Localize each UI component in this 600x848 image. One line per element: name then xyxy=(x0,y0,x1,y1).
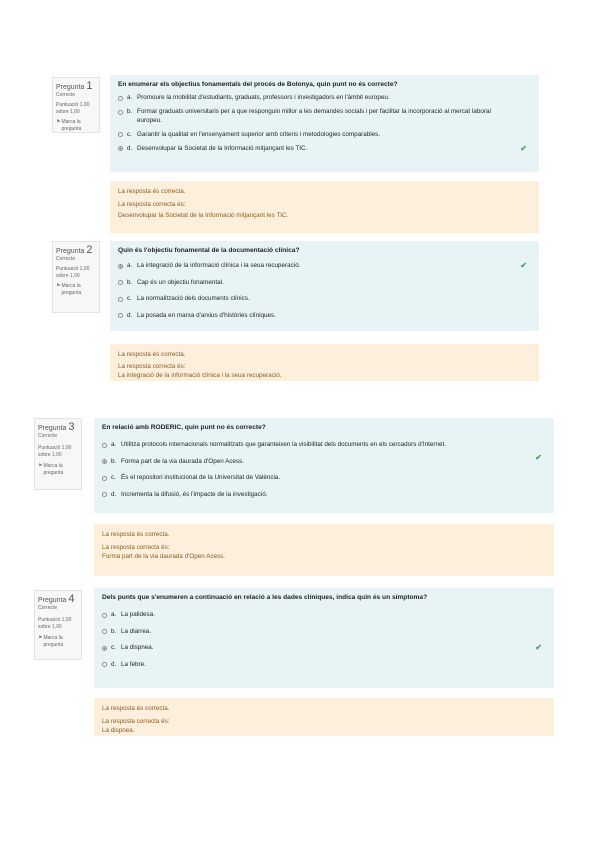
radio-button[interactable] xyxy=(102,492,107,497)
question-info xyxy=(52,241,100,313)
question-state: Correcte xyxy=(56,256,76,262)
question-state: Correcte xyxy=(56,92,76,98)
answer-option-a[interactable]: a. La palidesa. xyxy=(102,611,546,620)
flag-icon: ⚑ xyxy=(38,463,43,469)
feedback-box xyxy=(110,181,539,233)
feedback-status: La resposta és correcta. xyxy=(102,705,170,712)
answer-option-d[interactable]: d. La febre. xyxy=(102,661,546,670)
radio-button[interactable] xyxy=(102,613,107,618)
quiz-screenshot-bottom xyxy=(34,418,554,736)
question-info xyxy=(34,590,82,660)
feedback-status: La resposta és correcta. xyxy=(102,531,170,538)
flag-icon: ⚑ xyxy=(56,283,61,289)
answer-option-a[interactable]: a. La integració de la informació clínica i la seua recuperació. ✔ xyxy=(118,262,531,271)
flag-question-label: Marca la pregunta xyxy=(61,119,82,132)
radio-button[interactable] xyxy=(118,96,123,101)
answer-option-a[interactable]: a. Promoure la mobilitat d'estudiants, graduats, professors i investigadors en l'àmbit europeu. xyxy=(118,94,531,103)
answer-option-c[interactable]: c. La normalització dels documents clínics. xyxy=(118,295,531,304)
feedback-status: La resposta és correcta. xyxy=(118,188,186,195)
answer-option-b[interactable]: b. Cap és un objectiu fonamental. xyxy=(118,279,531,288)
feedback-box xyxy=(110,344,539,381)
radio-button[interactable] xyxy=(102,662,107,667)
question-state: Correcte xyxy=(38,433,58,439)
question-content xyxy=(110,75,539,172)
feedback-label: La resposta correcta és: xyxy=(118,363,186,370)
feedback-status: La resposta és correcta. xyxy=(118,351,186,358)
question-text: Quin és l'objectiu fonamental de la documentació clínica? xyxy=(118,247,300,254)
question-text: En relació amb RODERIC, quin punt no és correcte? xyxy=(102,424,266,431)
question-text: Dels punts que s'enumeren a continuació en relació a les dades clíniques, indica quin és un símptoma? xyxy=(102,594,428,601)
flag-question-button[interactable] xyxy=(38,635,78,649)
answer-option-c[interactable]: c. La dispnea. ✔ xyxy=(102,644,546,653)
feedback-box xyxy=(94,698,554,736)
question-content xyxy=(94,418,554,513)
feedback-answer: La integració de la informació clínica i la seua recuperació. xyxy=(118,372,282,379)
question-number-label: Pregunta 1 xyxy=(56,80,93,92)
check-icon: ✔ xyxy=(520,261,527,270)
radio-button[interactable] xyxy=(118,110,123,115)
feedback-box xyxy=(94,524,554,576)
check-icon: ✔ xyxy=(535,643,542,652)
radio-button-selected[interactable] xyxy=(102,459,107,464)
answer-option-d[interactable]: d. Desenvolupar la Societat de la Informació mitjançant les TIC. ✔ xyxy=(118,145,531,154)
check-icon: ✔ xyxy=(520,143,527,153)
question-score: Puntuació 1,00 sobre 1,00 xyxy=(56,102,90,115)
radio-button-selected[interactable] xyxy=(118,264,123,269)
flag-question-button[interactable] xyxy=(38,463,78,477)
answer-option-b[interactable]: b. Formar graduats universitaris per a que responguin millor a les demandes socials i per facilitar la incorporació al mercat laboral europeu. xyxy=(118,108,531,125)
radio-button[interactable] xyxy=(102,443,107,448)
question-text: En enumerar els objectius fonamentals del procés de Bolonya, quin punt no és correcte? xyxy=(118,81,398,88)
question-score: Puntuació 1,00 sobre 1,00 xyxy=(38,445,72,458)
answer-option-d[interactable]: d. La posada en marxa d'arxius d'històries clíniques. xyxy=(118,312,531,321)
radio-button[interactable] xyxy=(118,297,123,302)
radio-button-selected[interactable] xyxy=(118,146,123,151)
feedback-answer: Forma part de la via daurada d'Open Acess. xyxy=(102,553,226,560)
check-icon: ✔ xyxy=(535,452,542,462)
answer-option-b[interactable]: b. La diarrea. xyxy=(102,628,546,637)
feedback-answer: Desenvolupar la Societat de la Informació mitjançant les TIC. xyxy=(118,212,289,219)
question-number-label: Pregunta 2 xyxy=(56,244,93,256)
question-score: Puntuació 1,00 sobre 1,00 xyxy=(38,617,72,630)
flag-question-label: Marca la pregunta xyxy=(43,463,64,476)
flag-question-label: Marca la pregunta xyxy=(61,283,82,296)
question-info xyxy=(34,418,82,490)
radio-button[interactable] xyxy=(102,476,107,481)
flag-question-button[interactable] xyxy=(56,119,96,133)
feedback-label: La resposta correcta és: xyxy=(102,544,170,551)
question-score: Puntuació 1,00 sobre 1,00 xyxy=(56,266,90,279)
flag-icon: ⚑ xyxy=(56,119,61,125)
radio-button-selected[interactable] xyxy=(102,646,107,651)
radio-button[interactable] xyxy=(118,313,123,318)
question-number-label: Pregunta 3 xyxy=(38,421,75,433)
answer-option-d[interactable]: d. Incrementa la difusió, és l'impacte de la investigació. xyxy=(102,491,546,500)
feedback-label: La resposta correcta és: xyxy=(118,201,186,208)
feedback-label: La resposta correcta és: xyxy=(102,718,170,725)
flag-question-button[interactable] xyxy=(56,283,96,297)
feedback-answer: La dispnea. xyxy=(102,727,135,734)
radio-button[interactable] xyxy=(102,629,107,634)
radio-button[interactable] xyxy=(118,132,123,137)
quiz-screenshot-top xyxy=(52,75,539,381)
answer-option-b[interactable]: b. Forma part de la via daurada d'Open Acess. ✔ xyxy=(102,458,546,467)
answer-option-c[interactable]: c. Garantir la qualitat en l'ensenyament superior amb criteris i metodologies comparables. xyxy=(118,131,531,140)
question-state: Correcte xyxy=(38,605,58,611)
answer-option-a[interactable]: a. Utilitza protocols internacionals normalitzats que garanteixen la visibilitat dels documents en els cercadors d'Internet. xyxy=(102,441,546,450)
question-info xyxy=(52,77,100,133)
flag-icon: ⚑ xyxy=(38,635,43,641)
question-content xyxy=(94,588,554,688)
question-content xyxy=(110,241,539,331)
answer-option-c[interactable]: c. És el repositori institucional de la Universitat de València. xyxy=(102,474,546,483)
flag-question-label: Marca la pregunta xyxy=(43,635,64,648)
radio-button[interactable] xyxy=(118,280,123,285)
question-number-label: Pregunta 4 xyxy=(38,593,75,605)
